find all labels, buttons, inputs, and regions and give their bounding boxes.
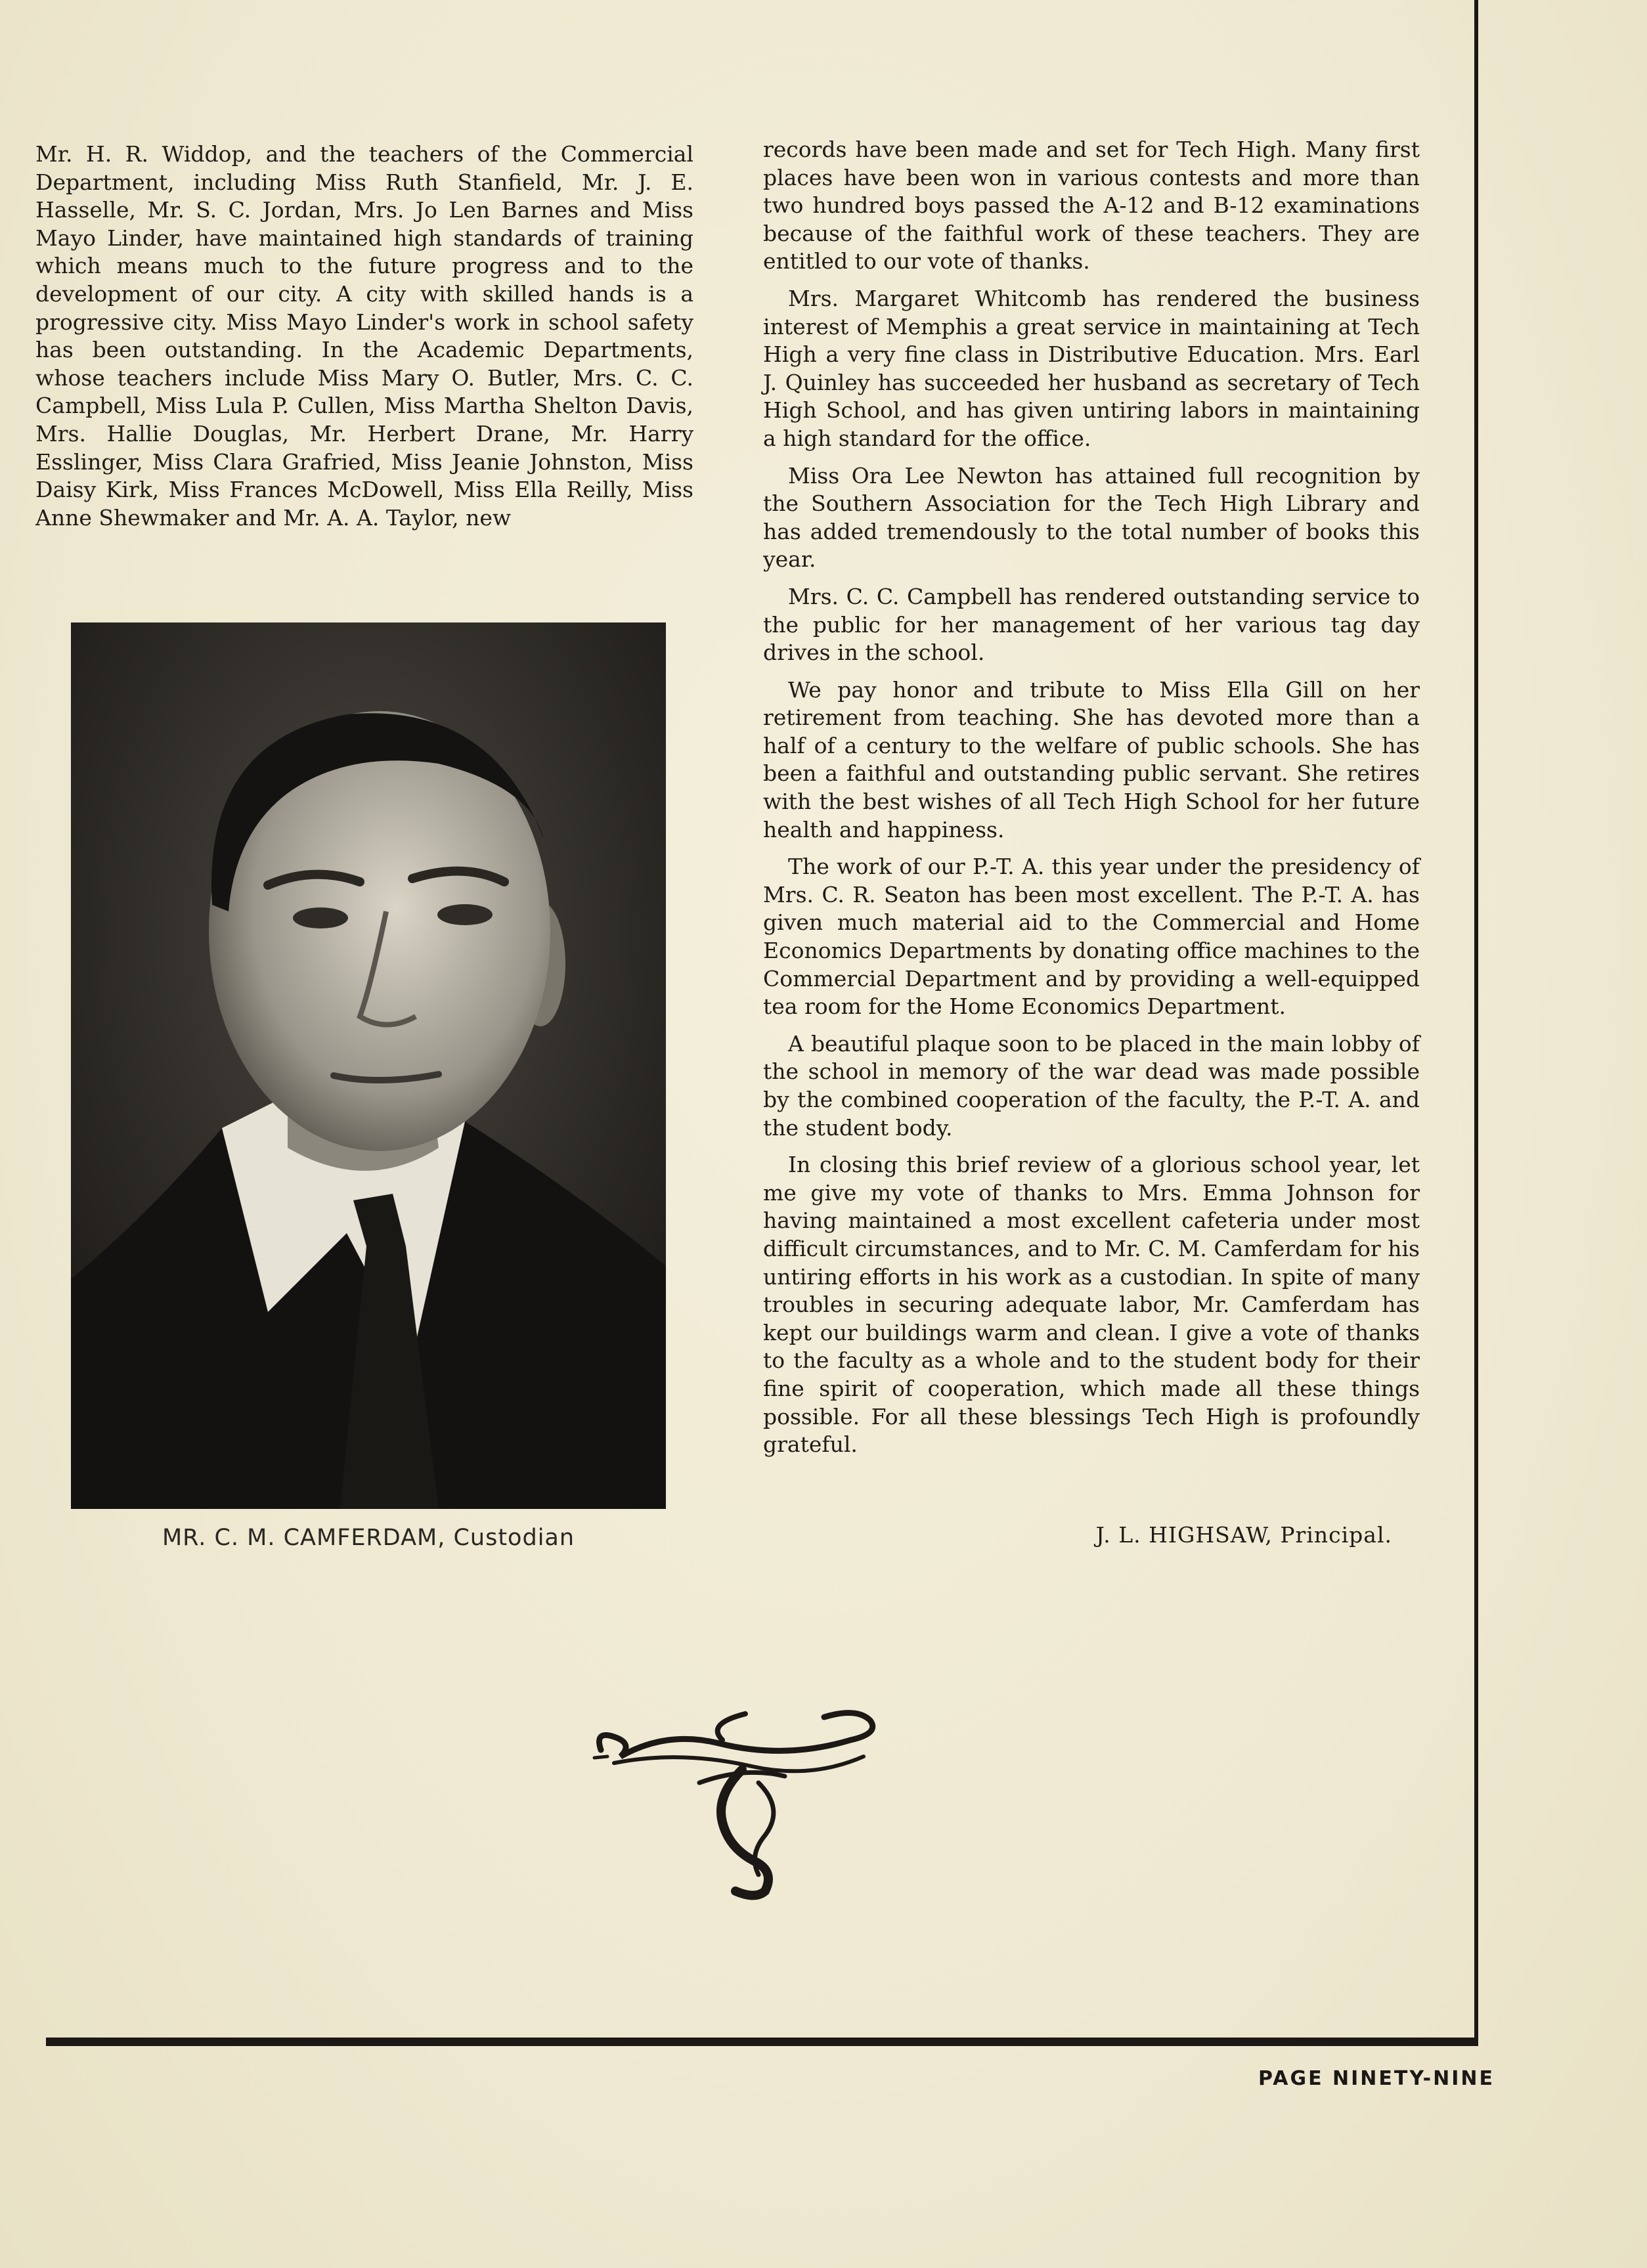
left-paragraph: Mr. H. R. Widdop, and the teachers of the Commercial Department, including Miss Ruth Stanfield, Mr. J. E. Hasselle, Mr. S. C. Jordan, Mrs. Jo Len Barnes and Miss Mayo Linder, have maintained high standards of training which means much to the future progress and to the development of our city. A city with skilled hands is a progressive city. Miss Mayo Linder's work in school safety has been outstanding. In the Academic Departments, whose teachers include Miss Mary O. Butler, Mrs. C. C. Campbell, Miss Lula P. Cullen, Miss Martha Shelton Davis, Mrs. Hallie Douglas, Mr. Herbert Drane, Mr. Harry Esslinger, Miss Clara Grafried, Miss Jeanie Johnston, Miss Daisy Kirk, Miss Frances McDowell, Miss Ella Reilly, Miss Anne Shewmaker and Mr. A. A. Taylor, new — [35, 141, 693, 531]
right-paragraph: Mrs. Margaret Whitcomb has rendered the business interest of Memphis a great service in maintaining at Tech High a very fine class in Distributive Education. Mrs. Earl J. Quinley has succeeded her husband as secretary of Tech High School, and has given untiring labors in maintaining a high standard for the office. — [763, 285, 1420, 451]
right-paragraph: In closing this brief review of a glorious school year, let me give my vote of thanks to Mrs. Emma Johnson for having maintained a most excellent cafeteria under most difficult circumstances, and to Mr. C. M. Camferdam for his untiring efforts in his work as a custodian. In spite of many troubles in securing adequate labor, Mr. Camferdam has kept our buildings warm and clean. I give a vote of thanks to the faculty as a whole and to the student body for their fine spirit of cooperation, which made all these things possible. For all these blessings Tech High is profoundly grateful. — [763, 1152, 1420, 1458]
page-border-bottom — [46, 2038, 1478, 2046]
right-paragraph: records have been made and set for Tech High. Many first places have been won in various contests and more than two hundred boys passed the A-12 and B-12 examinations because of the faithful work of these teachers. They are entitled to our vote of thanks. — [763, 137, 1420, 274]
right-column — [763, 136, 1420, 1468]
left-column — [35, 141, 693, 532]
decorative-monogram-ornament — [588, 1704, 890, 1901]
photo-caption: MR. C. M. CAMFERDAM, Custodian — [162, 1525, 575, 1551]
portrait-photo — [71, 622, 666, 1509]
page-number-footer: PAGE NINETY-NINE — [1258, 2067, 1495, 2090]
right-paragraph: We pay honor and tribute to Miss Ella Gill on her retirement from teaching. She has devoted more than a half of a century to the welfare of public schools. She has been a faithful and outstanding public servant. She retires with the best wishes of all Tech High School for her future health and happiness. — [763, 676, 1420, 842]
right-paragraph: The work of our P.-T. A. this year under the presidency of Mrs. C. R. Seaton has been most excellent. The P.-T. A. has given much material aid to the Commercial and Home Economics Departments by donating office machines to the Commercial Department and by providing a well-equipped tea room for the Home Economics Department. — [763, 854, 1420, 1020]
right-paragraph: Mrs. C. C. Campbell has rendered outstanding service to the public for her management of her various tag day drives in the school. — [763, 583, 1420, 666]
principal-signature: J. L. HIGHSAW, Principal. — [1095, 1522, 1392, 1548]
right-paragraph: A beautiful plaque soon to be placed in the main lobby of the school in memory of the war dead was made possible by the combined cooperation of the faculty, the P.-T. A. and the student body. — [763, 1030, 1420, 1141]
page-border-right — [1474, 0, 1478, 2042]
right-paragraph: Miss Ora Lee Newton has attained full recognition by the Southern Association for the Tech High Library and has added tremendously to the total number of books this year. — [763, 462, 1420, 573]
